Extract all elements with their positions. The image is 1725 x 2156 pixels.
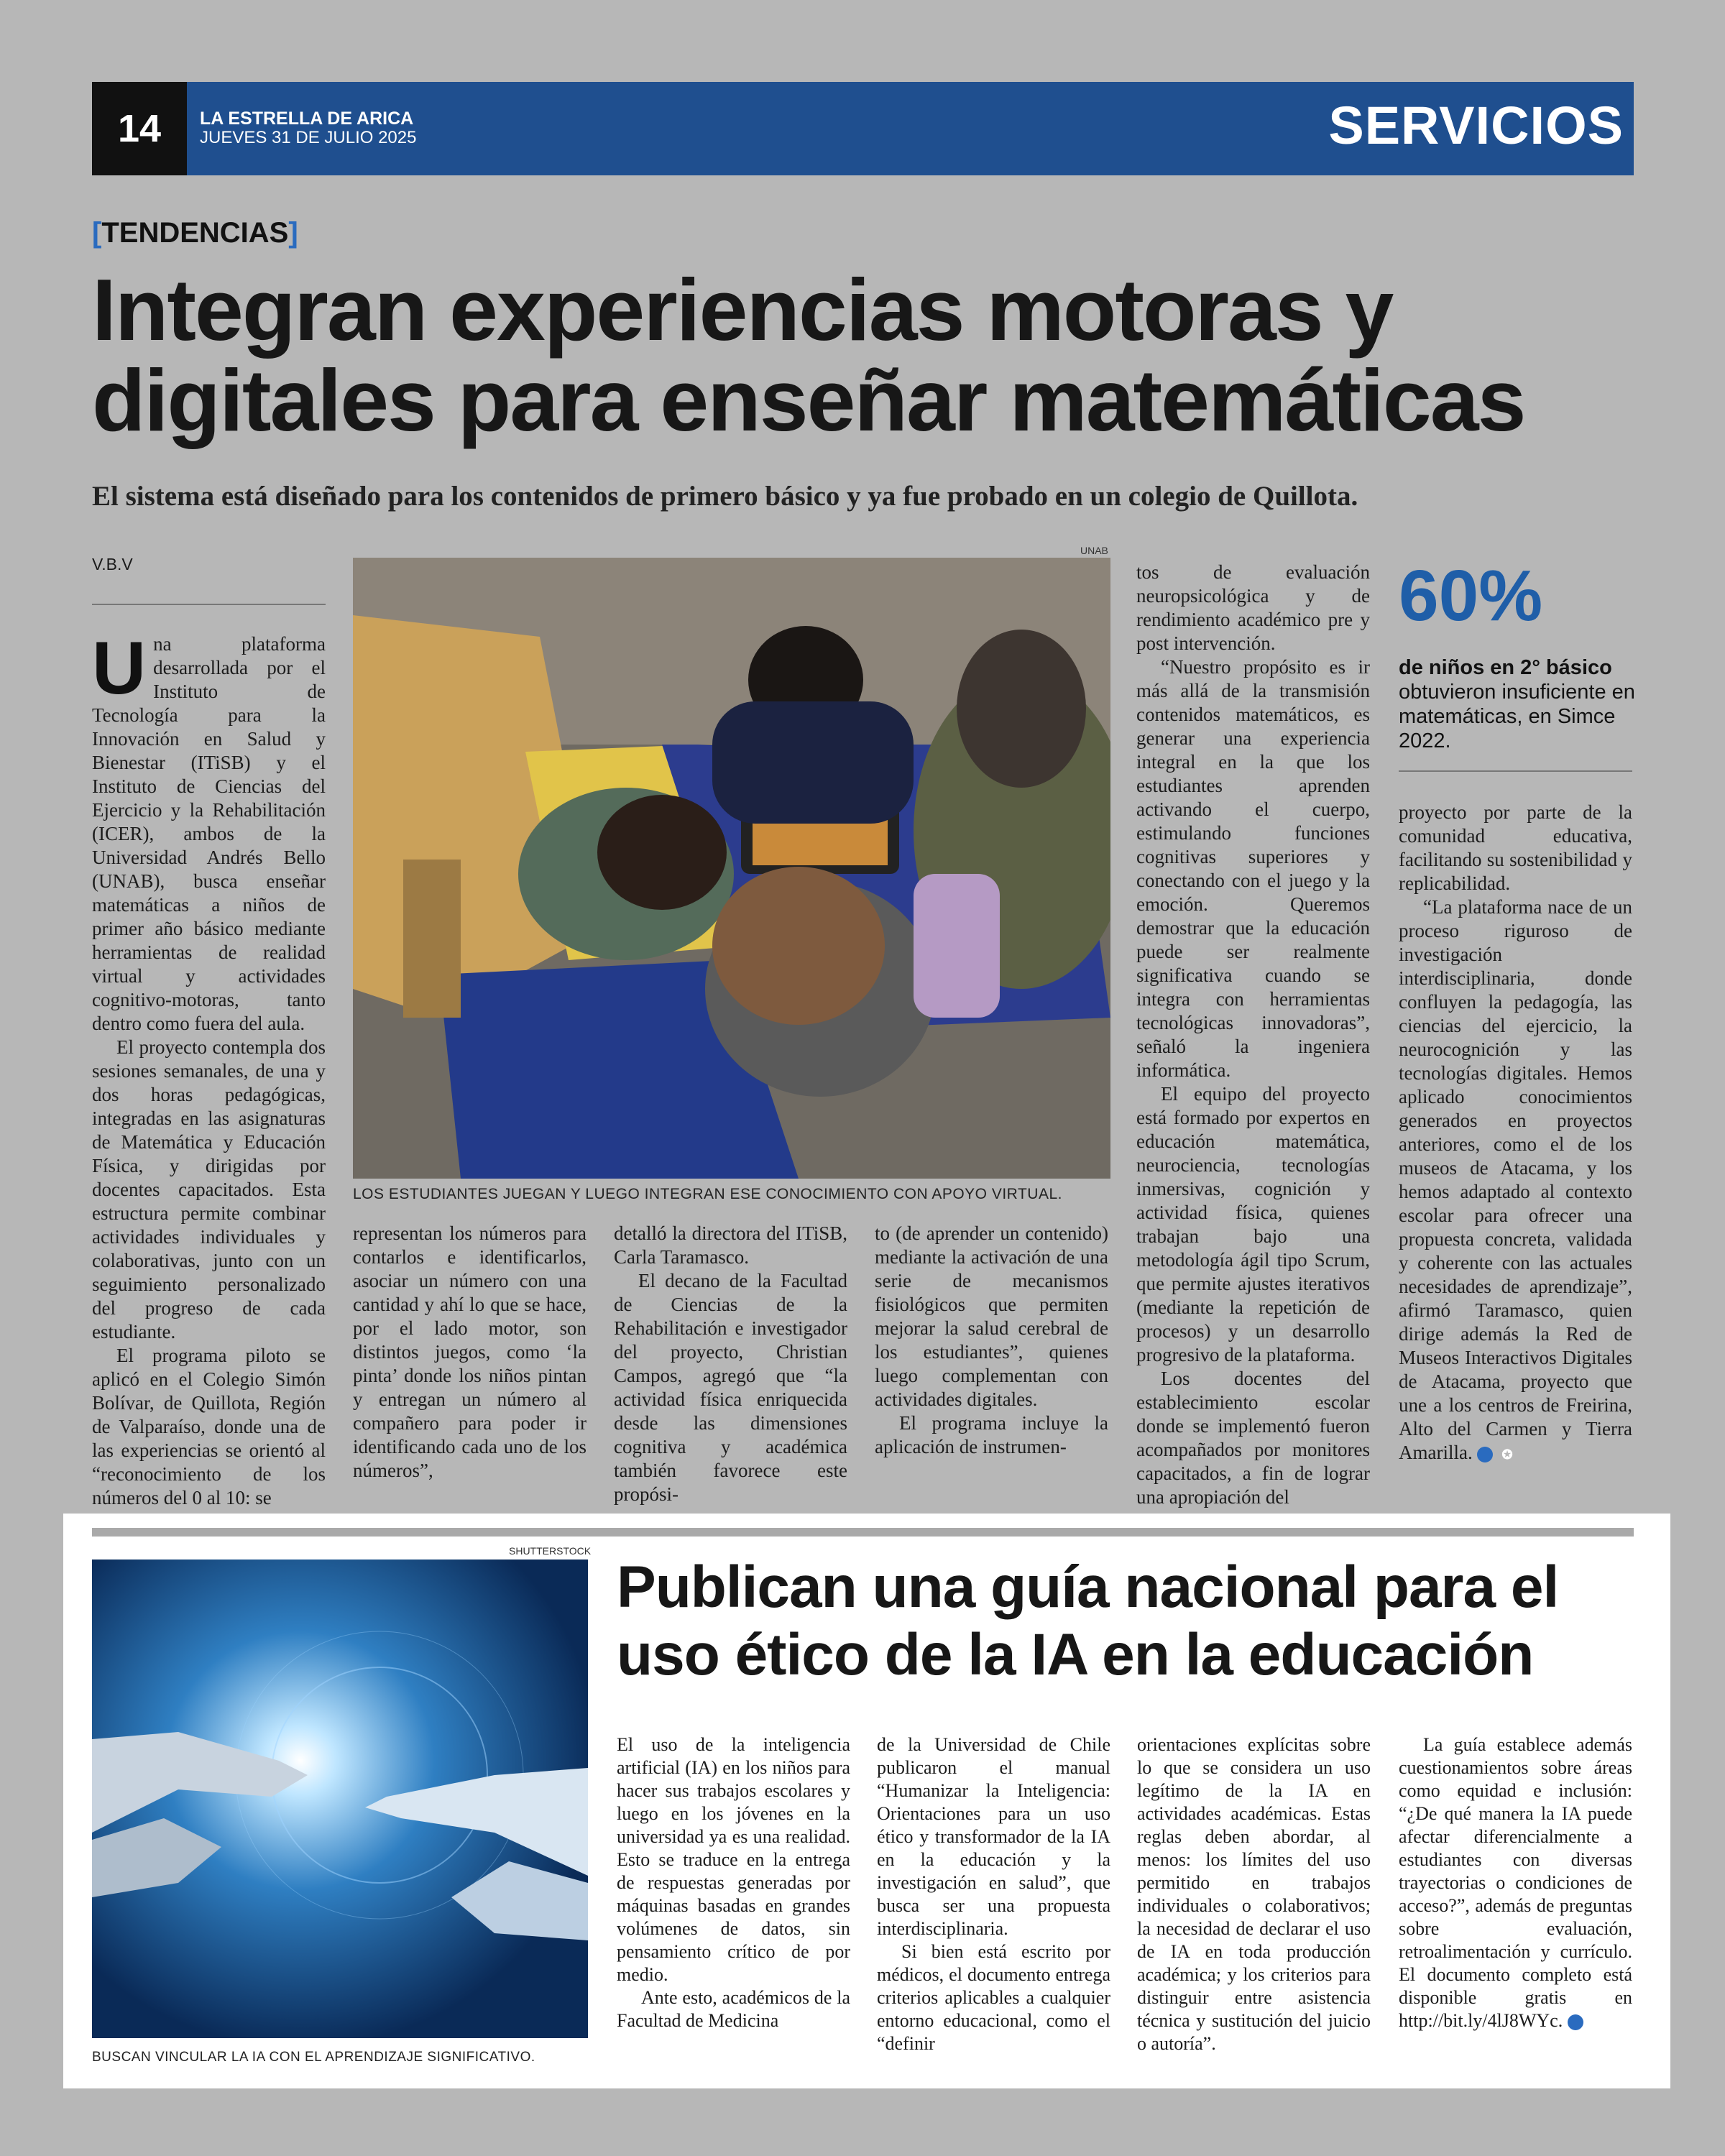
article-headline: Integran experiencias motoras y digitales para enseñar matemáticas (92, 261, 1525, 449)
paragraph: El programa incluye la aplicación de instrumen- (875, 1412, 1108, 1457)
byline-rule (92, 604, 326, 605)
paragraph: detalló la directora del ITiSB, Carla Taramasco. (614, 1222, 847, 1268)
photo-caption: LOS ESTUDIANTES JUEGAN Y LUEGO INTEGRAN ESE CONOCIMIENTO CON APOYO VIRTUAL. (353, 1186, 1062, 1202)
paragraph: “Nuestro propósito es ir más allá de la transmisión contenidos matemáticos, es generar una experiencia integral en la que los estudiantes aprenden activando el cuerpo, estimulando funciones cognitivas superiores y conectando con el juego y la emoción. Queremos demostrar que la educación puede ser realmente significativa cuando se integra con herramientas tecnológicas innovadoras”, señaló la ingeniera informática. (1136, 656, 1370, 1081)
stat-rule (1399, 770, 1632, 772)
paragraph: “La plataforma nace de un proceso riguroso de investigación interdisciplinaria, donde confluyen la pedagogía, las ciencias del ejercicio, la neurocognición y las tecnologías digitales. Hemos aplicado conocimientos generados en proyectos anteriores, como el de los museos de Atacama, y los hemos adaptado al contexto escolar para ofrecer una propuesta concreta, validada y coherente con las actuales necesidades de aprendizaje”, afirmó Taramasco, quien dirige además la Red de Museos Interactivos Digitales de Atacama, proyecto que une a los centros de Freirina, Alto del Carmen y Tierra Amarilla. ✪ (1399, 896, 1632, 1463)
sidebar-column-4 (1399, 1733, 1632, 2032)
article-column-5 (1136, 561, 1370, 1509)
article-column-4 (875, 1222, 1108, 1459)
article-kicker: [TENDENCIAS] (92, 217, 298, 249)
paragraph: Una plataforma desarrollada por el Instituto de Tecnología para la Innovación en Salud y Bienestar (ITiSB) y el Instituto de Ciencias del Ejercicio y la Rehabilitación (ICER), ambos de la Universidad Andrés Bello (UNAB), busca enseñar matemáticas a niños de primer año básico mediante herramientas de realidad virtual y actividades cognitivo-motoras, tanto dentro como fuera del aula. (92, 627, 326, 1034)
issue-date: JUEVES 31 DE JULIO 2025 (200, 128, 417, 147)
article-column-6 (1399, 801, 1632, 1465)
page-header-bar (92, 82, 1634, 175)
article-column-2 (353, 1222, 586, 1483)
paragraph: tos de evaluación neuropsicológica y de rendimiento académico pre y post intervención. (1136, 561, 1370, 654)
stat-value: 60% (1399, 556, 1543, 636)
ai-hands-image (92, 1560, 588, 2038)
paragraph: orientaciones explícitas sobre lo que se considera un uso legítimo de la IA en actividades académicas. Estas reglas deben abordar, al menos: los límites del uso permitido en trabajos individuales o colaborativos; la necesidad de declarar el uso de IA en toda producción académica; y los criterios para distinguir entre asistencia técnica y sustitución del juicio o autoría”. (1137, 1734, 1371, 2054)
paragraph: de la Universidad de Chile publicaron el manual “Humanizar la Inteligencia: Orientaciones para un uso ético y transformador de la IA en la educación y la investigación en salud”, que busca ser una propuesta interdisciplinaria. (877, 1734, 1110, 1939)
stat-description: de niños en 2° básico obtuvieron insuficiente en matemáticas, en Simce 2022. (1399, 656, 1635, 752)
section-title: SERVICIOS (1328, 96, 1624, 155)
byline: V.B.V (92, 555, 133, 573)
students-illustration (353, 558, 1110, 1179)
image-caption: BUSCAN VINCULAR LA IA CON EL APRENDIZAJE SIGNIFICATIVO. (92, 2050, 535, 2065)
paragraph: Si bien está escrito por médicos, el documento entrega criterios aplicables a cualquier entorno educacional, como el “definir (877, 1941, 1110, 2054)
end-of-article-icon: ✪ (1477, 1447, 1493, 1462)
paragraph: El proyecto contempla dos sesiones semanales, de una y dos horas pedagógicas, integradas en las asignaturas de Matemática y Educación Física, y dirigidas por docentes capacitados. Esta estructura permite combinar actividades individuales y colaborativas, junto con un seguimiento personalizado del progreso de cada estudiante. (92, 1036, 326, 1342)
paragraph: El decano de la Facultad de Ciencias de la Rehabilitación e investigador del proyecto, Christian Campos, agregó que “la actividad física enriquecida desde las dimensiones cognitiva y académica también favorece este propósi- (614, 1270, 847, 1505)
drop-cap: U (92, 627, 147, 710)
robot-human-hands-illustration (92, 1560, 588, 2038)
paragraph: representan los números para contarlos e identificarlos, asociar un número con una cantidad y ahí lo que se hace, por el lado motor, son distintos juegos, como ‘la pinta’ donde los niños pintan y entregan un número al compañero para poder ir identificando cada uno de los números”, (353, 1222, 586, 1481)
end-of-article-icon: ✪ (1568, 2014, 1583, 2030)
sidebar-column-1 (617, 1733, 850, 2032)
article-column-1 (92, 627, 326, 1510)
page-number: 14 (92, 82, 187, 175)
students-photo (353, 558, 1110, 1179)
article-deck: El sistema está diseñado para los contenidos de primero básico y ya fue probado en un colegio de Quillota. (92, 481, 1358, 512)
newspaper-page (63, 0, 1670, 2156)
sidebar-column-2 (877, 1733, 1110, 2055)
paragraph: El uso de la inteligencia artificial (IA) en los niños para hacer sus trabajos escolares y luego en los jóvenes en la universidad ya es una realidad. Esto se traduce en la entrega de respuestas generadas por máquinas basadas en grandes volúmenes de datos, sin pensamiento crítico de por medio. (617, 1734, 850, 1985)
photo-credit: UNAB (1080, 545, 1108, 556)
paragraph: Los docentes del establecimiento escolar donde se implementó fueron acompañados por monitores capacitados, a fin de lograr una apropiación del (1136, 1368, 1370, 1508)
article-column-3 (614, 1222, 847, 1506)
paragraph: Ante esto, académicos de la Facultad de Medicina (617, 1987, 850, 2031)
newspaper-name: LA ESTRELLA DE ARICA (200, 109, 414, 129)
sidebar-column-3 (1137, 1733, 1371, 2055)
sidebar-article (63, 1514, 1670, 2088)
sidebar-headline: Publican una guía nacional para el uso ético de la IA en la educación (617, 1554, 1559, 1687)
sidebar-top-rule (92, 1528, 1634, 1537)
paragraph: El equipo del proyecto está formado por expertos en educación matemática, neurociencia, tecnologías inmersivas, cognición y actividad física, quienes trabajan bajo una metodología ágil tipo Scrum, que permite ajustes iterativos (mediante la repetición de procesos) y un desarrollo progresivo de la plataforma. (1136, 1083, 1370, 1365)
paragraph: El programa piloto se aplicó en el Colegio Simón Bolívar, de Quillota, Región de Valparaíso, donde una de las experiencias se orientó al “reconocimiento de los números del 0 al 10: se (92, 1345, 326, 1508)
paragraph: to (de aprender un contenido) mediante la activación de una serie de mecanismos fisiológicos que permiten mejorar la salud cerebral de los estudiantes”, quienes luego complementan con actividades digitales. (875, 1222, 1108, 1410)
paragraph: proyecto por parte de la comunidad educativa, facilitando su sostenibilidad y replicabilidad. (1399, 801, 1632, 894)
paragraph: La guía establece además cuestionamientos sobre áreas como equidad e inclusión: “¿De qué manera la IA puede afectar diferencialmente a estudiantes con diversas trayectorias o condiciones de acceso?”, además de preguntas sobre evaluación, retroalimentación y currículo. El documento completo está disponible gratis en http://bit.ly/4lJ8WYc. ✪ (1399, 1734, 1632, 2031)
image-credit: SHUTTERSTOCK (509, 1545, 592, 1557)
